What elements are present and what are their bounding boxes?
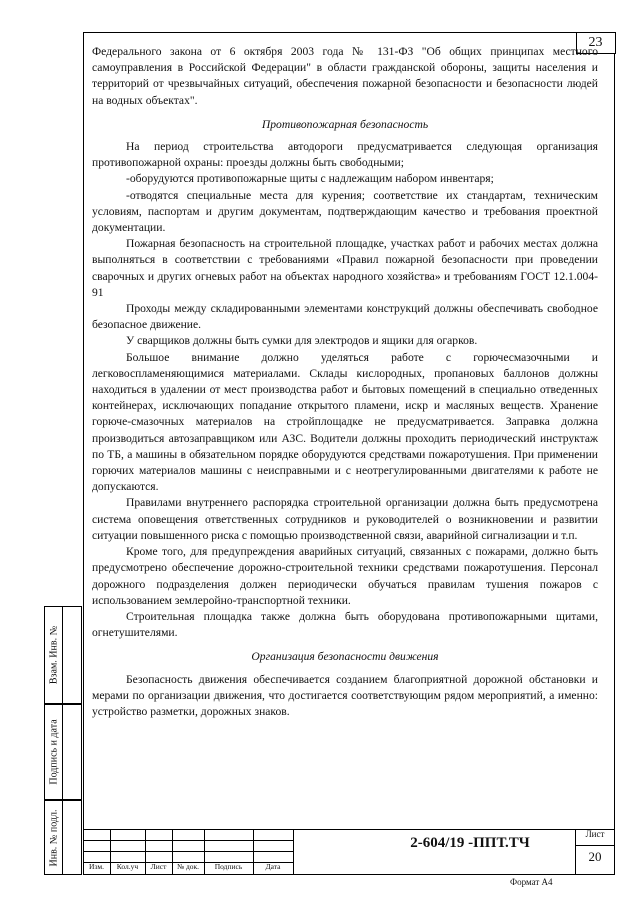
body-paragraph: Безопасность движения обеспечивается созданием благоприятной дорожной обстановки и мерами по организации движения, что достигается соответствующим рядом мероприятий, а именно: устройство разметки, дорожных знаков. bbox=[92, 672, 598, 718]
body-paragraph: У сварщиков должны быть сумки для электродов и ящики для огарков. bbox=[126, 334, 478, 348]
body-paragraph: -отводятся специальные места для курения; соответствие их стандартам, техническим условиям, паспортам и другим документам, подтверждающим качество и требования проектной документации. bbox=[92, 188, 598, 235]
stamp-col-change: Изм. bbox=[89, 862, 104, 871]
side-label-replacement: Взам. Инв. № bbox=[48, 625, 59, 685]
sheet-number: 20 bbox=[588, 849, 602, 864]
stamp-col-date: Дата bbox=[265, 862, 281, 871]
side-label-signature: Подпись и дата bbox=[48, 719, 59, 785]
title-block bbox=[83, 829, 615, 875]
stamp-col-sheet: Лист bbox=[150, 862, 167, 871]
page-number: 23 bbox=[576, 32, 616, 54]
body-paragraph: Кроме того, для предупреждения аварийных ситуаций, связанных с пожарами, должно быть предусмотрено обеспечение дорожно-строительной техники средствами пожаротушения. Персонал дорожного подразделения должен периодически обучаться правилам тушения пожаров с использованием землеройно-транспортной техники. bbox=[92, 545, 598, 607]
side-block-inventory bbox=[44, 800, 82, 875]
side-block-signature bbox=[44, 704, 82, 800]
format-label: Формат А4 bbox=[510, 877, 553, 887]
stamp-col-doc: № док. bbox=[176, 862, 200, 871]
document-code: 2-604/19 -ППТ.ТЧ bbox=[410, 835, 530, 851]
body-paragraph: На период строительства автодороги предусматривается следующая организация противопожарной охраны: проезды должны быть свободными; bbox=[92, 140, 598, 170]
body-paragraph: -оборудуются противопожарные щиты с надлежащим набором инвентаря; bbox=[126, 172, 494, 186]
stamp-col-signature: Подпись bbox=[214, 862, 243, 871]
body-paragraph: Проходы между складированными элементами конструкций должны обеспечивать свободное безопасное движение. bbox=[92, 302, 598, 332]
side-block-replacement bbox=[44, 606, 82, 704]
body-paragraph: Федерального закона от 6 октября 2003 года № 131-ФЗ "Об общих принципах местного самоуправления в Российской Федерации" в области гражданской обороны, защиты населения и территорий от чрезвычайных ситуаций, обеспечения пожарной безопасности и безопасности людей на водных объектах". bbox=[92, 45, 598, 107]
body-paragraph: Правилами внутреннего распорядка строительной организации должна быть предусмотрена система оповещения ответственных сотрудников и руководителей о возникновении и развитии ситуации повышенного риска с помощью производственной связи, аварийной сигнализации и т.п. bbox=[92, 496, 598, 542]
body-paragraph: Пожарная безопасность на строительной площадке, участках работ и рабочих местах должна выполняться в соответствии с требованиями «Правил пожарной безопасности при проведении сварочных и других огневых работ на объектах народного хозяйства» и требованиям ГОСТ 12.1.004-91 bbox=[92, 237, 598, 299]
body-paragraph: Строительная площадка также должна быть оборудована противопожарными щитами, огнетушителями. bbox=[92, 609, 598, 640]
section-heading: Организация безопасности движения bbox=[251, 650, 439, 664]
sheet-label: Лист bbox=[585, 829, 605, 839]
side-label-inventory: Инв. № подл. bbox=[48, 809, 59, 866]
body-paragraph: Большое внимание должно уделяться работе с горючесмазочными и легковоспламеняющимися материалами. Склады кислородных, пропановых баллонов должны находиться в удалении от мест производства работ и бытовых помещений в специально отведенных контейнерах, исключающих попадание открытого пламени, искр и масляных веществ. Хранение горюче-смазочных материалов на стройплощадке не предусматривается. Заправка должна производиться автозаправщиком или АЗС. Водители должны проходить периодический инструктаж по ТБ, а машины в обязательном порядке оборудуются средствами пожаротушения. При применении горючих материалов машины с неисправными и с неотрегулированными двигателями к работе не допускаются. bbox=[92, 350, 598, 494]
section-heading: Противопожарная безопасность bbox=[261, 117, 429, 131]
document-body bbox=[92, 44, 598, 720]
stamp-col-count: Кол.уч bbox=[116, 862, 139, 871]
